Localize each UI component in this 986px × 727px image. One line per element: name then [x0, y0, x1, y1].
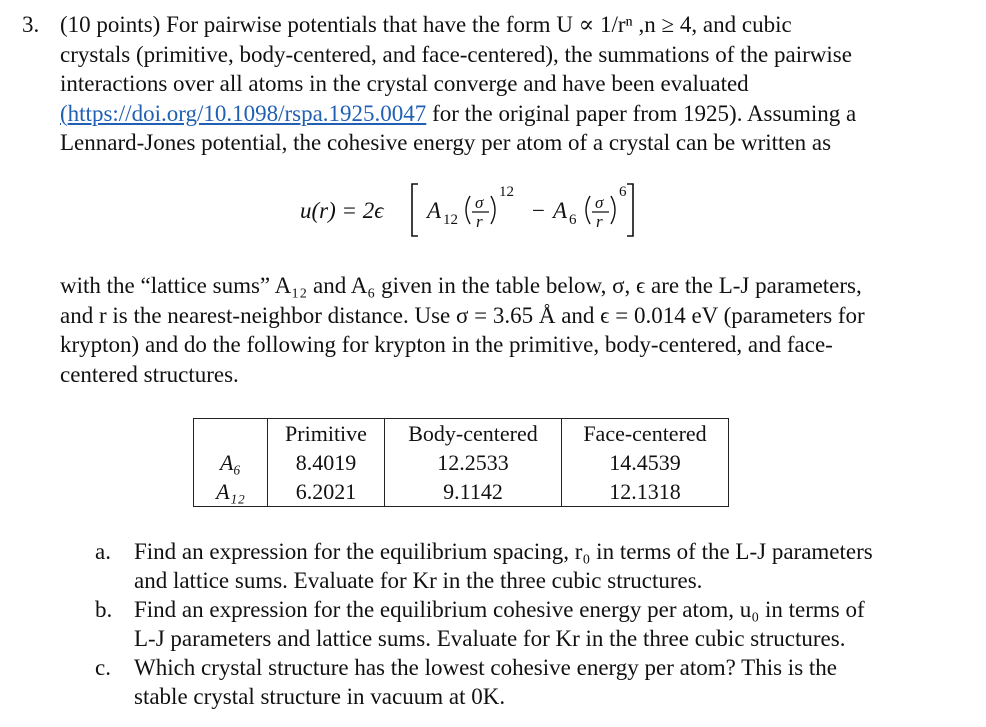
doi-link[interactable]: (https://doi.org/10.1098/rspa.1925.0047 [60, 100, 427, 126]
equation-graphic [300, 178, 720, 240]
a6-subscript: 6 [569, 212, 577, 228]
table-header-row [194, 419, 729, 449]
intro-line-4: (https://doi.org/10.1098/rspa.1925.0047 for the original paper from 1925). Assuming a [60, 100, 857, 126]
paren-close-1 [491, 196, 495, 224]
item-line: and lattice sums. Evaluate for Kr in the three cubic structures. [134, 568, 703, 593]
r-1: r [476, 212, 483, 231]
lattice-sums-table [193, 418, 729, 507]
body-line-1: with the “lattice sums” A₁₂ and A₆ given in the table below, σ, ϵ are the L-J parameters, [60, 273, 862, 298]
right-bracket [627, 184, 633, 236]
question-number: 3. [22, 12, 40, 37]
table-cell: 9.1142 [385, 477, 562, 507]
intro-line-5: Lennard-Jones potential, the cohesive energy per atom of a crystal can be written as [60, 130, 832, 155]
table-row [194, 448, 729, 477]
table-header-cell: Primitive [268, 419, 385, 449]
intro-line-3: interactions over all atoms in the crystal converge and have been evaluated [60, 71, 749, 96]
item-line: L-J parameters and lattice sums. Evaluate for Kr in the three cubic structures. [134, 626, 846, 651]
row-label: A₆ [194, 448, 268, 477]
points-label: (10 points) [60, 12, 161, 37]
sigma-2: σ [595, 193, 604, 212]
body-line-4: centered structures. [60, 361, 239, 387]
sigma-1: σ [475, 193, 484, 212]
item-label: b. [95, 597, 113, 622]
question-intro [60, 10, 960, 158]
item-line: stable crystal structure in vacuum at 0K. [134, 684, 506, 709]
item-line: Find an expression for the equilibrium cohesive energy per atom, u₀ in terms of [134, 597, 865, 622]
sub-question-c [95, 653, 965, 711]
question-body [60, 271, 960, 389]
body-line-3: krypton) and do the following for krypton in the primitive, body-centered, and face- [60, 332, 833, 357]
table-header-cell: Face-centered [562, 419, 729, 449]
exponent-6: 6 [619, 184, 627, 200]
sub-question-a [95, 537, 965, 595]
intro-line-2: crystals (primitive, body-centered, and face-centered), the summations of the pairwise [60, 41, 852, 67]
left-bracket [412, 184, 418, 236]
intro-line-1: (10 points) For pairwise potentials that have the form U ∝ 1/rⁿ ,n ≥ 4, and cubic [60, 12, 792, 37]
a12-subscript: 12 [443, 212, 458, 228]
a6-symbol: A [553, 198, 568, 223]
a12-symbol: A [427, 198, 442, 223]
table-cell: 12.2533 [385, 448, 562, 477]
item-label: c. [95, 655, 111, 680]
sub-question-b [95, 595, 965, 653]
table-cell: 14.4539 [562, 448, 729, 477]
paren-open-2 [586, 196, 590, 224]
table-row [194, 477, 729, 507]
item-line: Which crystal structure has the lowest cohesive energy per atom? This is the [134, 655, 837, 680]
equation-lhs: u(r) = 2ϵ [300, 198, 384, 223]
table-header-cell: Body-centered [385, 419, 562, 449]
item-label: a. [95, 539, 111, 564]
sub-questions [95, 537, 965, 711]
table-cell: 6.2021 [268, 477, 385, 507]
paren-close-2 [611, 196, 615, 224]
minus-sign: − [532, 198, 545, 223]
lj-equation [300, 178, 720, 240]
table-header-cell [194, 419, 268, 449]
exponent-12: 12 [499, 184, 514, 200]
table-cell: 12.1318 [562, 477, 729, 507]
r-2: r [596, 212, 603, 231]
row-label: A₁₂ [194, 477, 268, 507]
table-cell: 8.4019 [268, 448, 385, 477]
paren-open-1 [466, 196, 470, 224]
body-line-2: and r is the nearest-neighbor distance. Use σ = 3.65 Å and ϵ = 0.014 eV (parameters for [60, 302, 865, 328]
item-line: Find an expression for the equilibrium spacing, r₀ in terms of the L-J parameters [134, 539, 873, 564]
